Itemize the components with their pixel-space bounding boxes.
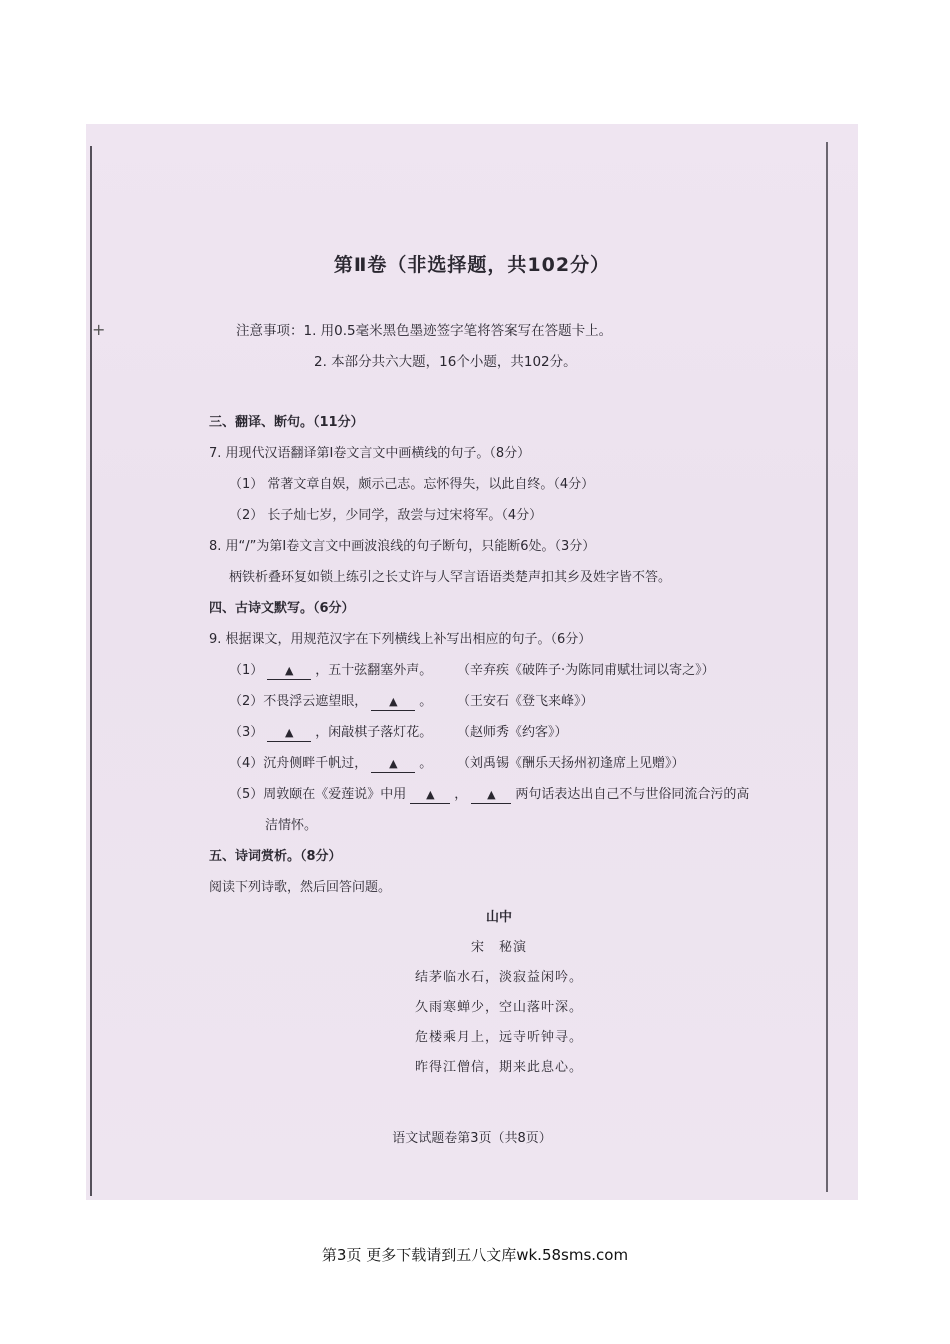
poem-title: 山中 — [485, 910, 512, 925]
notice-block — [236, 316, 612, 378]
question-9-item-1: （1） ▲ ，五十弦翻塞外声。 （辛弃疾《破阵子·为陈同甫赋壮词以寄之》） — [209, 655, 829, 686]
source-citation: （赵师秀《约客》） — [457, 725, 568, 740]
poem-line: 结茅临水石，淡寂益闲吟。 — [414, 970, 583, 985]
question-9-item-2: （2）不畏浮云遮望眼， ▲ 。 （王安石《登飞来峰》） — [209, 686, 829, 717]
question-8-text: 柄铁析叠环复如锁上练引之长丈许与人罕言语语类楚声扣其乡及姓字皆不答。 — [229, 570, 672, 585]
poem-line: 久雨寒蝉少，空山落叶深。 — [414, 1000, 583, 1015]
crop-mark: + — [92, 320, 106, 339]
exam-body — [209, 407, 829, 1083]
poem-line: 危楼乘月上，远寺听钟寻。 — [414, 1030, 583, 1045]
answer-blank: ▲ — [471, 787, 511, 804]
answer-blank: ▲ — [410, 787, 450, 804]
source-citation: （辛弃疾《破阵子·为陈同甫赋壮词以寄之》） — [457, 663, 715, 678]
page-indicator: 语文试题卷第3页（共8页） — [392, 1131, 552, 1146]
source-citation: （刘禹锡《酬乐天扬州初逢席上见赠》） — [457, 756, 685, 771]
download-footer: 第3页 更多下载请到五八文库wk.58sms.com — [321, 1246, 629, 1264]
question-8: 8. 用“/”为第Ⅰ卷文言文中画波浪线的句子断句，只能断6处。（3分） — [209, 539, 596, 554]
poem-line: 昨得江僧信，期来此息心。 — [414, 1060, 583, 1075]
answer-blank: ▲ — [267, 725, 311, 742]
section-5-instruction: 阅读下列诗歌，然后回答问题。 — [209, 880, 392, 895]
poem-author: 宋 秘演 — [470, 940, 527, 955]
answer-blank: ▲ — [371, 694, 415, 711]
poem — [209, 903, 829, 1083]
question-9: 9. 根据课文，用规范汉字在下列横线上补写出相应的句子。（6分） — [209, 632, 592, 647]
question-9-item-5-continued: 洁情怀。 — [265, 818, 318, 833]
notice-line-1: 注意事项：1. 用0.5毫米黑色墨迹签字笔将答案写在答题卡上。 — [236, 323, 613, 339]
answer-blank: ▲ — [371, 756, 415, 773]
exam-title: 第Ⅱ卷（非选择题，共102分） — [333, 254, 611, 276]
notice-line-2: 2. 本部分共六大题，16个小题，共102分。 — [314, 354, 577, 370]
question-9-item-5: （5）周敦颐在《爱莲说》中用 ▲ ， ▲ 两句话表达出自己不与世俗同流合污的高 — [229, 787, 750, 802]
source-citation: （王安石《登飞来峰》） — [457, 694, 594, 709]
question-7: 7. 用现代汉语翻译第Ⅰ卷文言文中画横线的句子。（8分） — [209, 446, 531, 461]
question-7-item-1: （1） 常著文章自娱，颇示己志。忘怀得失，以此自终。（4分） — [229, 477, 595, 492]
question-9-item-4: （4）沉舟侧畔千帆过， ▲ 。 （刘禹锡《酬乐天扬州初逢席上见赠》） — [209, 748, 829, 779]
section-5-heading: 五、诗词赏析。（8分） — [209, 849, 342, 864]
section-4-heading: 四、古诗文默写。（6分） — [209, 601, 355, 616]
section-3-heading: 三、翻译、断句。（11分） — [209, 415, 364, 430]
question-7-item-2: （2） 长子灿七岁，少同学，敌尝与过宋将军。（4分） — [229, 508, 543, 523]
scanned-exam-page — [86, 124, 858, 1200]
question-9-item-3: （3） ▲ ，闲敲棋子落灯花。 （赵师秀《约客》） — [209, 717, 829, 748]
answer-blank: ▲ — [267, 663, 311, 680]
